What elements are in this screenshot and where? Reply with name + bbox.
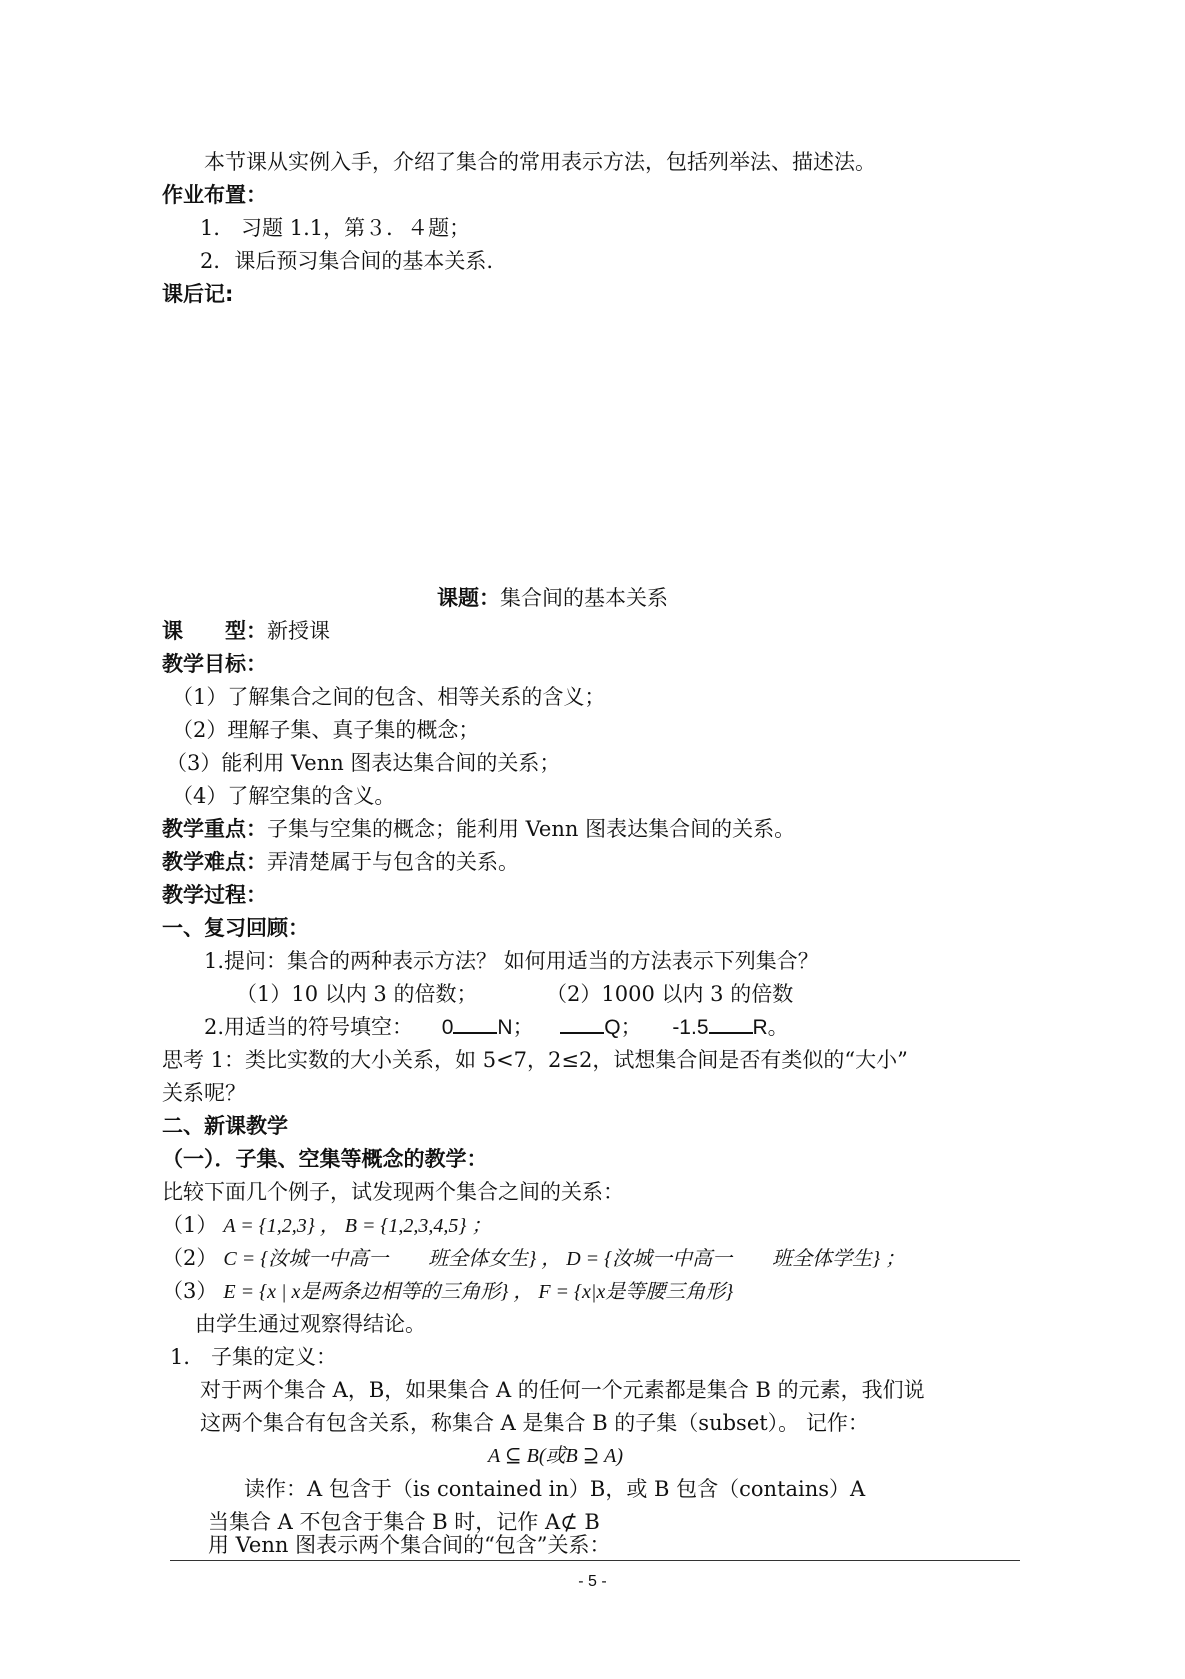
lesson-type bbox=[162, 616, 330, 646]
example-2 bbox=[162, 1243, 905, 1273]
objective-2: （2）理解子集、真子集的概念； bbox=[172, 718, 480, 742]
process-heading: 教学过程： bbox=[162, 883, 267, 907]
key-points bbox=[162, 814, 795, 844]
homework-heading: 作业布置： bbox=[162, 183, 267, 207]
example-2-num: （2） bbox=[162, 1246, 218, 1270]
question-2-r: R。 bbox=[752, 1016, 789, 1039]
observe-text: 由学生通过观察得结论。 bbox=[195, 1312, 426, 1336]
homework-item-1: 1． 习题 1.1，第３．４题； bbox=[200, 216, 471, 240]
lesson-title bbox=[437, 583, 668, 613]
key-points-label: 教学重点： bbox=[162, 817, 267, 841]
fill-blank-3[interactable] bbox=[709, 1012, 753, 1034]
definition-line-2: 这两个集合有包含关系，称集合 A 是集合 B 的子集（subset）。 记作： bbox=[200, 1411, 869, 1435]
homework-item-2: 2．课后预习集合间的基本关系. bbox=[200, 249, 494, 273]
objectives-heading: 教学目标： bbox=[162, 652, 267, 676]
example-1 bbox=[162, 1210, 491, 1240]
example-2-math: C = {汝城一中高一 班全体女生} ， D = {汝城一中高一 班全体学生} ； bbox=[223, 1248, 906, 1270]
example-1-math: A = {1,2,3} ， B = {1,2,3,4,5} ； bbox=[223, 1215, 492, 1237]
lesson-title-label: 课题： bbox=[437, 586, 500, 610]
fill-blank-1[interactable] bbox=[453, 1012, 497, 1034]
compare-text: 比较下面几个例子，试发现两个集合之间的关系： bbox=[162, 1180, 624, 1204]
example-1-num: （1） bbox=[162, 1213, 218, 1237]
question-2-neg: -1.5 bbox=[672, 1016, 709, 1039]
question-1a: （1）10 以内 3 的倍数； bbox=[236, 982, 478, 1006]
think-1-line-1: 思考 1：类比实数的大小关系，如 5<7，2≤2，试想集合间是否有类似的“大小” bbox=[162, 1048, 908, 1072]
page-number: - 5 - bbox=[578, 1573, 607, 1590]
difficulty-label: 教学难点： bbox=[162, 850, 267, 874]
read-as-text: 读作：A 包含于（is contained in）B，或 B 包含（contains）A bbox=[244, 1477, 866, 1501]
objective-4: （4）了解空集的含义。 bbox=[172, 784, 396, 808]
example-3 bbox=[162, 1276, 733, 1306]
lesson-type-label: 课 型： bbox=[162, 619, 267, 643]
venn-text: 用 Venn 图表示两个集合间的“包含”关系： bbox=[208, 1533, 611, 1557]
objective-1: （1）了解集合之间的包含、相等关系的含义； bbox=[172, 685, 606, 709]
footer-divider bbox=[170, 1560, 1020, 1561]
fill-blank-2[interactable] bbox=[560, 1012, 604, 1034]
question-1: 1.提问：集合的两种表示方法？ 如何用适当的方法表示下列集合？ bbox=[204, 949, 819, 973]
definition-formula: A ⊆ B(或B ⊇ A) bbox=[488, 1445, 623, 1467]
question-2-n: N； bbox=[497, 1016, 534, 1039]
question-1b: （2）1000 以内 3 的倍数 bbox=[546, 982, 794, 1006]
question-2-q: Q； bbox=[604, 1016, 642, 1039]
difficulty bbox=[162, 847, 519, 877]
question-2 bbox=[204, 1012, 789, 1042]
notes-heading: 课后记: bbox=[162, 282, 234, 306]
review-heading: 一、复习回顾： bbox=[162, 916, 309, 940]
objective-3: （3）能利用 Venn 图表达集合间的关系； bbox=[166, 751, 561, 775]
not-contained-text: 当集合 A 不包含于集合 B 时，记作 A⊄ B bbox=[208, 1510, 600, 1534]
new-lesson-heading: 二、新课教学 bbox=[162, 1114, 288, 1138]
lesson-type-value: 新授课 bbox=[267, 619, 330, 643]
definition-heading: 1． 子集的定义： bbox=[170, 1345, 338, 1369]
lesson-title-text: 集合间的基本关系 bbox=[500, 586, 668, 610]
example-3-math: E = {x | x是两条边相等的三角形} ， F = {x|x是等腰三角形} bbox=[223, 1281, 734, 1303]
definition-line-1: 对于两个集合 A，B，如果集合 A 的任何一个元素都是集合 B 的元素，我们说 bbox=[200, 1378, 925, 1402]
think-1-line-2: 关系呢？ bbox=[162, 1081, 246, 1105]
difficulty-text: 弄清楚属于与包含的关系。 bbox=[267, 850, 519, 874]
subsection-heading: （一）．子集、空集等概念的教学： bbox=[162, 1147, 488, 1171]
key-points-text: 子集与空集的概念；能利用 Venn 图表达集合间的关系。 bbox=[267, 817, 796, 841]
question-2-zero: 0 bbox=[441, 1016, 454, 1039]
summary-text: 本节课从实例入手，介绍了集合的常用表示方法，包括列举法、描述法。 bbox=[204, 150, 876, 174]
question-2-prefix: 2.用适当的符号填空： bbox=[204, 1015, 414, 1039]
example-3-num: （3） bbox=[162, 1279, 218, 1303]
